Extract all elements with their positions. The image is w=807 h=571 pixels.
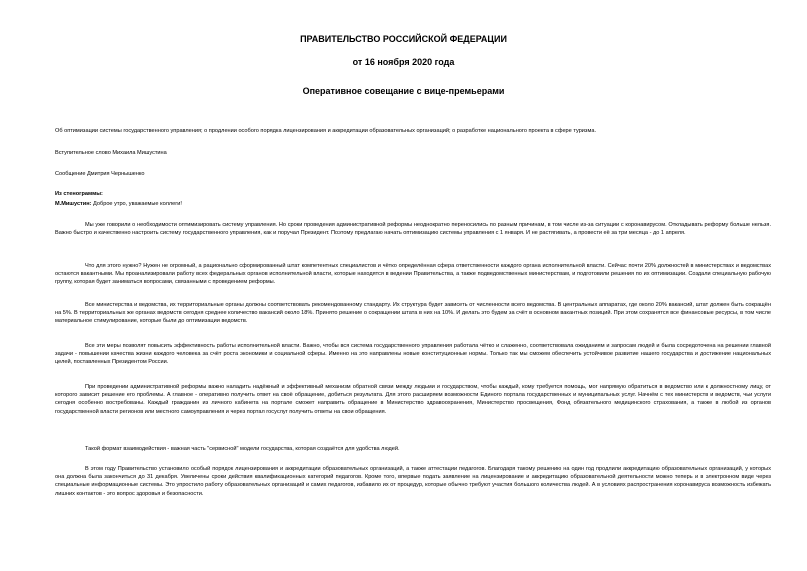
speaker-name: М.Мишустин: — [55, 201, 92, 207]
transcript-paragraph: Что для этого нужно? Нужен не огромный, а рационально сформированный штат компетентных специалистов и чётко определённая сфера ответственности каждого органа исполнительной власти. Сейчас почти 20% должностей в министерствах и ведомствах остаются вакантными. Мы проанализировали работу всех федеральных органов исполнительной власти, которые находятся в ведении Правительства, а также подведомственных министерствам, и подготовили решения по их оптимизации. Создали специальную рабочую группу, которая будет заниматься вопросами, связанными с проведением реформы. — [55, 263, 771, 286]
agenda-topics: Об оптимизации системы государственного управления; о продлении особого порядка лицензирования и аккредитации образовательных организаций; о разработке национального проекта в сфере туризма. — [55, 128, 596, 134]
opening-remarks-line: Вступительное слово Михаила Мишустина — [55, 150, 167, 156]
transcript-label: Из стенограммы: — [55, 191, 103, 197]
document-date: от 16 ноября 2020 года — [352, 57, 455, 67]
event-title: Оперативное совещание с вице-премьерами — [302, 86, 505, 96]
transcript-paragraph: При проведении административной реформы важно наладить надёжный и эффективный механизм обратной связи между людьми и государством, чтобы каждый, кому требуется помощь, мог напрямую обратиться в ведомство или к должностному лицу, от которого зависит решение его проблемы. А главное - оперативно получить ответ на своё обращение, добиться результата. Для этого расширяем возможности Единого портала государственных и муниципальных услуг. Начнём с тех министерств и ведомств, чьи услуги сегодня особенно востребованы. Каждый гражданин из личного кабинета на портале сможет направить обращение в Министерство здравоохранения, Министерство просвещения, Фонд обязательного медицинского страхования, а также в любой из органов государственной власти регионов или местного самоуправления и через портал госуслуг получить ответы на свои обращения. — [55, 384, 771, 415]
speaker-greeting — [55, 200, 771, 208]
organization-title: ПРАВИТЕЛЬСТВО РОССИЙСКОЙ ФЕДЕРАЦИИ — [300, 34, 507, 44]
transcript-paragraph: В этом году Правительство установило особый порядок лицензирования и аккредитации образовательных организаций, а также аттестации педагогов. Благодаря такому решению на один год продлили аккредитацию образовательных организаций, у которых она должна была закончиться до 31 декабря. Увеличены сроки действия квалификационных категорий педагогов. Кроме того, впервые подать заявление на лицензирование и аккредитацию образовательной деятельности можно теперь и в электронном виде через специальные информационные системы. Это упростило работу образовательных организаций и самих педагогов, избавило их от процедур, которые обычно требуют участия большого количества людей. А в условиях распространения коронавируса возможность избежать лишних контактов - это вопрос здоровья и безопасности. — [55, 466, 771, 497]
transcript-paragraph: Все эти меры позволят повысить эффективность работы исполнительной власти. Важно, чтобы вся система государственного управления работала чётко и слаженно, соответствовала ожиданиям и запросам людей и была сосредоточена на решении главной задачи - повышении качества жизни каждого человека за счёт роста экономики и социальной сферы. Именно на это направлены новые конституционные нормы. Только так мы сможем обеспечить устойчивое развитие нашего государства и достижение национальных целей, поставленных Президентом России. — [55, 343, 771, 366]
transcript-paragraph: Все министерства и ведомства, их территориальные органы должны соответствовать рекомендованному стандарту. Их структура будет зависеть от численности всего ведомства. В центральных аппаратах, где около 20% вакансий, штат должен быть сокращён на 5%. В территориальных же органах ведомств сегодня среднее количество вакансий около 18%. Принято решение о сокращении штата в них на 10%. И делать это будем за счёт в основном вакантных позиций. При этом сохранятся все финансовые ресурсы, в том числе материальное стимулирование, которые были до оптимизации ведомств. — [55, 302, 771, 325]
transcript-paragraph: Такой формат взаимодействия - важная часть "сервисной" модели государства, которая создаётся для удобства людей. — [85, 446, 400, 452]
transcript-paragraph: Мы уже говорили о необходимости оптимизировать систему управления. Но сроки проведения административной реформы неоднократно переносились по разным причинам, в том числе из-за ситуации с коронавирусом. Откладывать реформу больше нельзя. Важно быстро и качественно настроить систему государственного управления, как и поручал Президент. Поэтому предлагаю начать оптимизацию системы управления с 1 января. И не растягивать, а провести её за три месяца - до 1 апреля. — [55, 222, 771, 237]
greeting-text: Доброе утро, уважаемые коллеги! — [91, 201, 182, 207]
report-line: Сообщение Дмитрия Чернышенко — [55, 171, 145, 177]
